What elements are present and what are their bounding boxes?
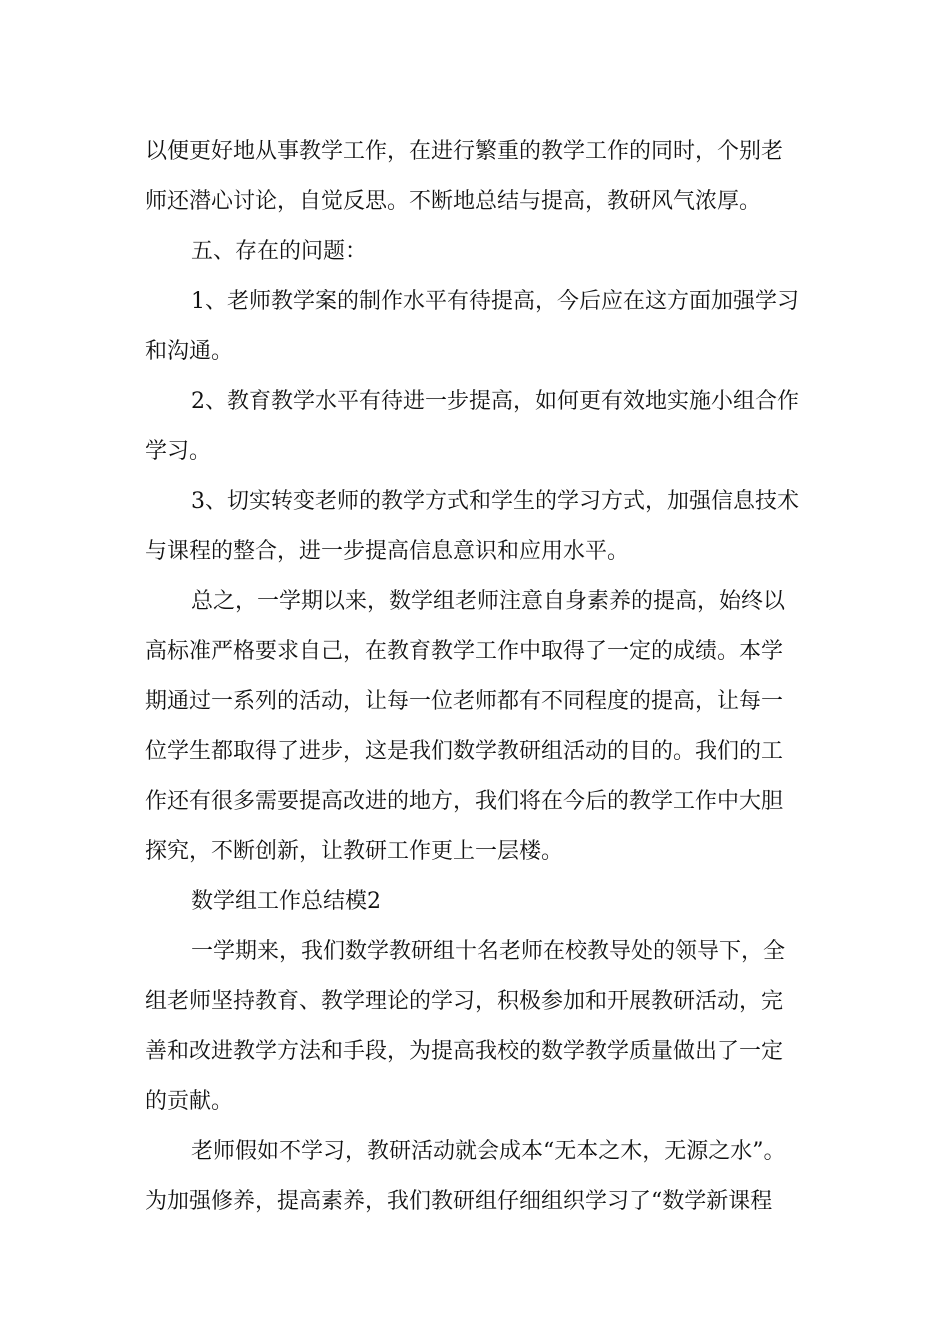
text-line: 组老师坚持教育、教学理论的学习，积极参加和开展教研活动，完 bbox=[145, 989, 784, 1014]
text-line: 位学生都取得了进步，这是我们数学教研组活动的目的。我们的工 bbox=[145, 739, 784, 764]
text-line: 高标准严格要求自己，在教育教学工作中取得了一定的成绩。本学 bbox=[145, 639, 784, 664]
text-line: 的贡献。 bbox=[145, 1089, 234, 1114]
text-line: 学习。 bbox=[145, 439, 212, 464]
text-line: 一学期来，我们数学教研组十名老师在校教导处的领导下，全 bbox=[191, 939, 786, 964]
list-item: 3、切实转变老师的教学方式和学生的学习方式，加强信息技术 bbox=[191, 489, 799, 514]
text-line: 探究，不断创新，让教研工作更上一层楼。 bbox=[145, 839, 564, 864]
list-item: 1、老师教学案的制作水平有待提高，今后应在这方面加强学习 bbox=[191, 289, 799, 314]
text-line: 老师假如不学习，教研活动就会成本“无本之木，无源之水”。 bbox=[191, 1139, 786, 1164]
text-line: 为加强修养，提高素养，我们教研组仔细组织学习了“数学新课程 bbox=[145, 1189, 773, 1214]
text-line: 作还有很多需要提高改进的地方，我们将在今后的教学工作中大胆 bbox=[145, 789, 784, 814]
text-line: 与课程的整合，进一步提高信息意识和应用水平。 bbox=[145, 539, 630, 564]
section-title: 数学组工作总结模2 bbox=[191, 889, 381, 914]
text-line: 期通过一系列的活动，让每一位老师都有不同程度的提高，让每一 bbox=[145, 689, 784, 714]
text-line: 以便更好地从事教学工作，在进行繁重的教学工作的同时，个别老 bbox=[145, 139, 784, 164]
list-item: 2、教育教学水平有待进一步提高，如何更有效地实施小组合作 bbox=[191, 389, 799, 414]
text-line: 总之，一学期以来，数学组老师注意自身素养的提高，始终以 bbox=[191, 589, 786, 614]
section-heading: 五、存在的问题： bbox=[191, 239, 368, 264]
text-line: 和沟通。 bbox=[145, 339, 234, 364]
text-line: 善和改进教学方法和手段，为提高我校的数学教学质量做出了一定 bbox=[145, 1039, 784, 1064]
text-line: 师还潜心讨论，自觉反思。不断地总结与提高，教研风气浓厚。 bbox=[145, 189, 762, 214]
